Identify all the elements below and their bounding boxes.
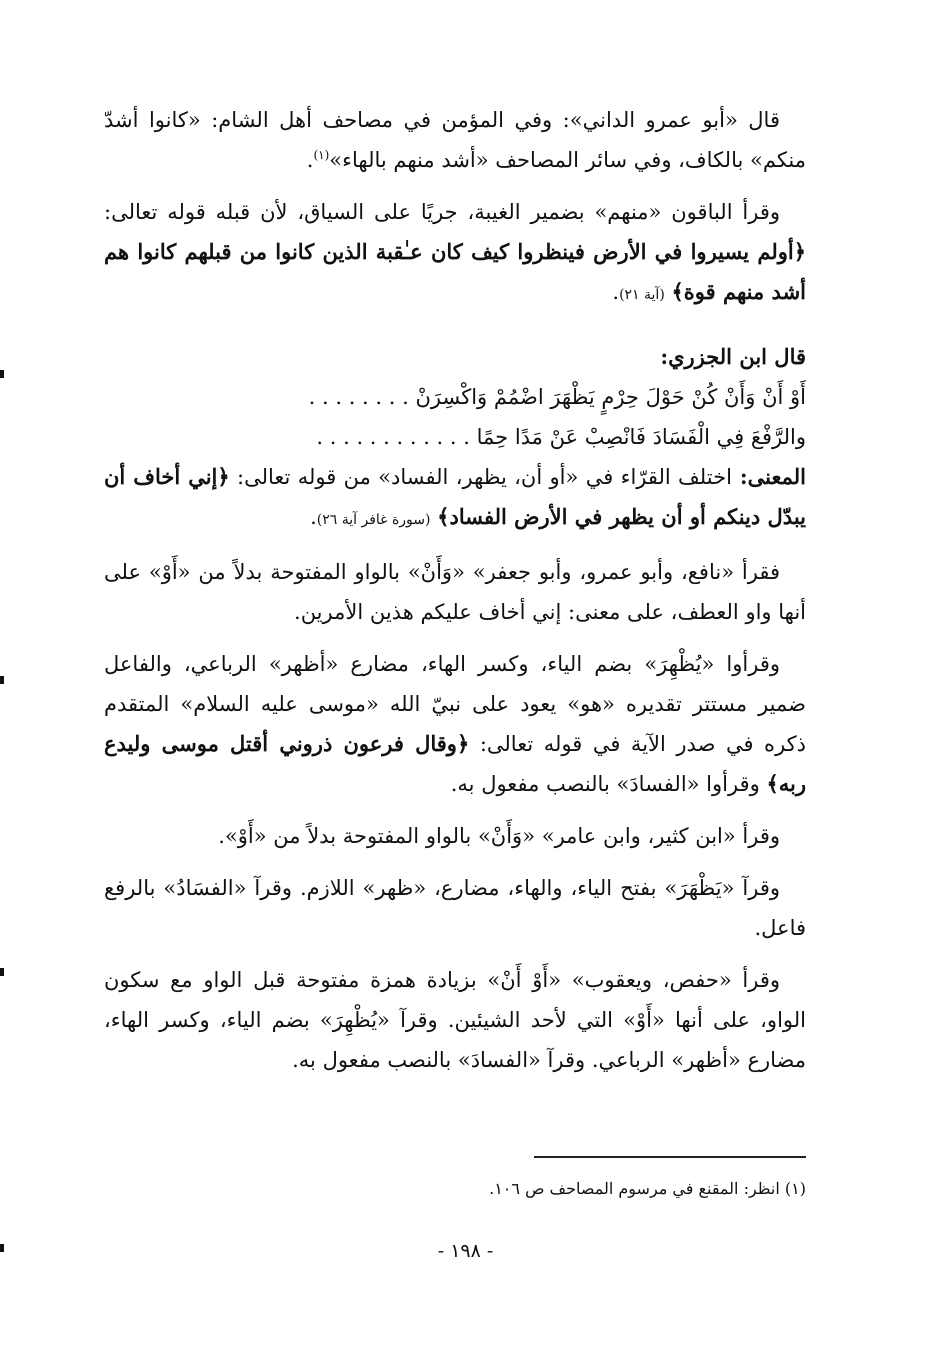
verse-ref: (سورة غافر آية ٢٦) [316,512,431,528]
verse-dots: . . . . . . . . . . . . [316,425,470,449]
quran-quote: ﴿أولم يسيروا في الأرض فينظروا كيف كان عـٰقبة الذين كانوا من قبلهم كانوا هم أشد منهم قوة﴾ [104,239,806,304]
scan-mark [0,968,4,976]
verse-text: أَوْ أَنْ وَأَنْ كُنْ حَوْلَ حِرْمٍ يَظْهَرَ اضْمُمْ وَاكْسِرَنْ [415,385,806,409]
scan-mark [0,676,4,684]
footnote: (١) انظر: المقنع في مرسوم المصاحف ص ١٠٦. [489,1179,806,1198]
quran-quote: ﴿وقال فرعون ذروني أقتل موسى وليدع ربه﴾ [104,731,806,796]
quran-quote: ﴿إني أخاف أن يبدّل دينكم أو أن يظهر في الأرض الفساد﴾ [104,464,806,529]
page-body [104,100,806,1092]
paragraph-text: . [612,280,620,304]
body-paragraph-4 [104,816,806,856]
scan-mark [0,370,4,378]
page-number: - ١٩٨ - [437,1240,494,1262]
verse-text: والرَّفْعَ فِي الْفَسَادَ فَانْصِبْ عَنْ مَدًا حِمًا [476,425,806,449]
paragraph-text: وقرأ الباقون «منهم» بضمير الغيبة، جريًا على السياق، لأن قبله قوله تعالى: [104,200,780,224]
paragraph-text: قال «أبو عمرو الداني»: وفي المؤمن في مصاحف أهل الشام: «كانوا أشدّ منكم» بالكاف، وفي سائر المصاحف «أشد منهم بالهاء» [104,108,806,172]
paragraph-text: فقرأ «نافع، وأبو عمرو، وأبو جعفر» «وَأَنْ» بالواو المفتوحة بدلاً من «أَوْ» على أنها واو العطف، على معنى: إني أخاف عليكم هذين الأمرين. [104,560,806,624]
body-paragraph-2 [104,552,806,632]
body-paragraph-1 [104,457,806,540]
paragraph-text: اختلف القرّاء في «أو أن، يظهر، الفساد» من قوله تعالى: [229,465,732,489]
paragraph-text: . [306,148,314,172]
paragraph-text: . [310,505,317,529]
verse-line-2 [104,417,806,457]
poem-heading: قال ابن الجزري: [660,344,806,369]
meaning-label: المعنى: [731,464,806,489]
scan-mark [0,1244,4,1252]
paragraph-text: وقرأ «ابن كثير، وابن عامر» «وَأَنْ» بالواو المفتوحة بدلاً من «أَوْ». [218,824,780,848]
body-paragraph-3 [104,644,806,804]
verse-ref: (آية ٢١) [619,287,665,303]
paragraph-2 [104,192,806,315]
paragraph-text: وقرآ «يَظْهَرَ» بفتح الياء، والهاء، مضارع، «ظهر» اللازم. وقرآ «الفسَادُ» بالرفع فاعل. [104,876,806,940]
paragraph-text: وقرأوا «الفسادَ» بالنصب مفعول به. [450,772,767,796]
body-paragraph-6 [104,960,806,1080]
paragraph-text: وقرأوا «يُظْهِرَ» بضم الياء، وكسر الهاء، مضارع «أظهر» الرباعي، والفاعل ضمير مستتر تقديره «هو» يعود على نبيّ الله «موسى عليه السلام» المتقدم ذكره في صدر الآية في قوله تعالى: [104,652,807,756]
paragraph-text: وقرأ «حفص، ويعقوب» «أَوْ أَنْ» بزيادة همزة مفتوحة قبل الواو مع سكون الواو، على أنها «أَوْ» التي لأحد الشيئين. وقرآ «يُظْهِرَ» بضم الياء، وكسر الهاء، مضارع «أظهر» الرباعي. وقرآ «الفسادَ» بالنصب مفعول به. [104,968,806,1072]
paragraph-1 [104,100,806,180]
footnote-ref: (١) [313,148,330,162]
footnote-divider [534,1156,806,1158]
verse-line-1 [104,377,806,417]
body-paragraph-5 [104,868,806,948]
verse-dots: . . . . . . . . [308,385,409,409]
